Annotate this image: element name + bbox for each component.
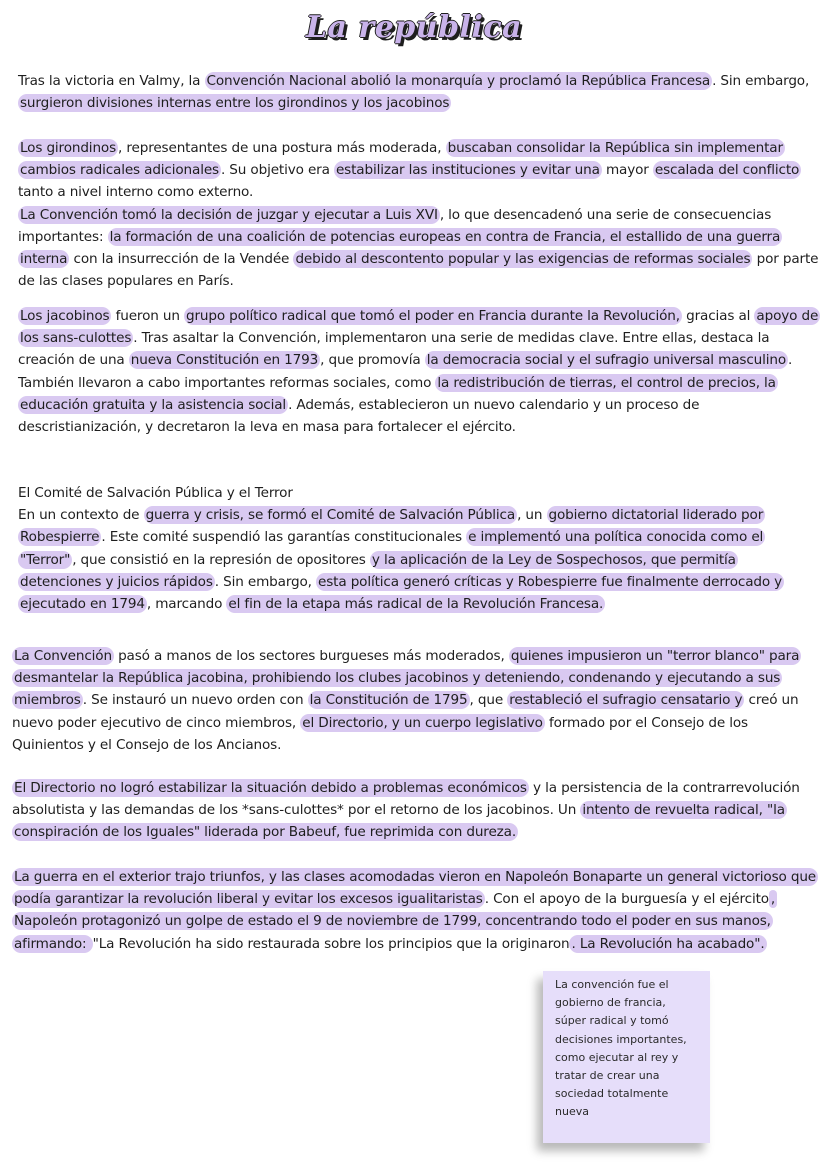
highlighted-text: el Directorio, y un cuerpo legislativo <box>302 714 543 731</box>
text-run: formado por el Consejo de los Quinientos y el Consejo de los Ancianos. <box>12 714 748 753</box>
highlighted-text: escalada del conflicto <box>654 162 800 179</box>
text-run: . Sin embargo, <box>712 73 810 89</box>
text-run: gracias al <box>681 308 755 324</box>
text-run: . Este comité suspendió las garantías constitucionales <box>101 529 467 546</box>
highlighted-text: grupo político radical que tomó el poder en Francia durante la Revolución, <box>185 308 680 324</box>
section-comite <box>18 482 820 615</box>
paragraph-napoleon <box>12 866 822 955</box>
page-title: La república <box>305 10 523 45</box>
text-run: . Se instauró un nuevo orden con <box>82 692 308 709</box>
text-run: por parte de las clases populares en París. <box>18 251 819 290</box>
text-run: creó un nuevo poder ejecutivo de cinco miembros, <box>12 692 799 731</box>
text-run: , que promovía <box>320 352 425 369</box>
highlighted-text: La Convención <box>14 648 112 664</box>
text-run: . Sin embargo, <box>214 573 317 590</box>
highlighted-text: apoyo de los sans-culottes <box>20 308 819 347</box>
text-run: . Con el apoyo de la burguesía y el ejército <box>484 891 769 908</box>
highlighted-text: e implementó una política conocida como el "Terror" <box>20 529 764 568</box>
text-run: "La Revolución ha sido restaurada sobre los principios que la originaron <box>92 935 570 952</box>
highlighted-text: la formación de una coalición de potencias europeas en contra de Francia, el estallido de una guerra interna <box>20 228 781 268</box>
highlighted-text: la redistribución de tierras, el control de precios, la educación gratuita y la asistencia social <box>20 374 776 413</box>
text-run: , representantes de una postura más moderada, <box>118 140 446 156</box>
highlighted-text: quienes impusieron un "terror blanco" para desmantelar la República jacobina, prohibiendo los clubes jacobinos y deteniendo, condenando y ejecutando a sus miembros <box>14 648 800 709</box>
sticky-note: La convención fue el gobierno de francia, súper radical y tomó decisiones importantes, como ejecutar al rey y tratar de crear una sociedad totalmente nueva <box>543 971 710 1143</box>
highlighted-text: , Napoleón protagonizó un golpe de estado el 9 de noviembre de 1799, concentrando todo el poder en sus manos, afirmando: <box>14 891 776 952</box>
highlighted-text: debido al descontento popular y las exigencias de reformas sociales <box>295 251 751 268</box>
text-run: . Además, establecieron un nuevo calendario y un proceso de descristianización, y decretaron la leva en masa para fortalecer el ejército. <box>18 396 700 436</box>
paragraph-jacobinos <box>18 305 820 438</box>
text-run: , lo que desencadenó una serie de consecuencias importantes: <box>18 206 772 245</box>
highlighted-text: nueva Constitución en 1793 <box>130 352 319 369</box>
text-run: pasó a manos de los sectores burgueses más moderados, <box>113 648 509 664</box>
highlighted-text: la Constitución de 1795 <box>309 692 468 709</box>
highlighted-text: gobierno dictatorial liderado por Robespierre <box>20 507 764 546</box>
highlighted-text: La Convención tomó la decisión de juzgar y ejecutar a Luis XVI <box>20 206 438 223</box>
text-run: tanto a nivel interno como externo. <box>18 184 254 201</box>
highlighted-text: la democracia social y el sufragio universal masculino <box>426 352 786 369</box>
text-run: Tras la victoria en Valmy, la <box>18 73 205 89</box>
text-run: . Su objetivo era <box>220 162 334 179</box>
highlighted-text: el fin de la etapa más radical de la Revolución Francesa. <box>228 596 604 613</box>
highlighted-text: buscaban consolidar la República sin implementar cambios radicales adicionales <box>20 140 783 179</box>
text-run: mayor <box>601 162 653 179</box>
text-run: , marcando <box>146 596 227 613</box>
paragraph-convencion <box>12 645 822 756</box>
highlighted-text: intento de revuelta radical, "la conspiración de los Iguales" liderada por Babeuf, fue reprimida con dureza. <box>14 802 785 841</box>
text-run: . También llevaron a cabo importantes reformas sociales, como <box>18 352 793 391</box>
text-run: En un contexto de <box>18 507 144 524</box>
highlighted-text: guerra y crisis, se formó el Comité de Salvación Pública <box>145 507 516 524</box>
highlighted-text: Los girondinos <box>20 140 117 156</box>
text-run: con la insurrección de la Vendée <box>69 251 294 268</box>
highlighted-text: restableció el sufragio censatario y <box>509 692 743 709</box>
text-run: , un <box>517 507 547 524</box>
text-run: , que <box>469 692 508 709</box>
highlighted-text: surgieron divisiones internas entre los girondinos y los jacobinos <box>20 95 450 112</box>
highlighted-text: Los jacobinos <box>20 308 110 324</box>
highlighted-text: . La Revolución ha acabado". <box>571 935 765 952</box>
section-heading: El Comité de Salvación Pública y el Terror <box>18 485 293 501</box>
text-run: , que consistió en la represión de opositores <box>72 551 370 568</box>
text-run: . Tras asaltar la Convención, implementaron una serie de medidas clave. Entre ellas, destaca la creación de una <box>18 330 770 369</box>
highlighted-text: y la aplicación de la Ley de Sospechosos, que permitía detenciones y juicios rápidos <box>20 551 736 590</box>
text-run: fueron un <box>111 308 184 324</box>
highlighted-text: esta política generó críticas y Robespierre fue finalmente derrocado y ejecutado en 1794 <box>20 573 783 613</box>
highlighted-text: Convención Nacional abolió la monarquía y proclamó la República Francesa <box>206 73 711 89</box>
highlighted-text: estabilizar las instituciones y evitar una <box>335 162 600 179</box>
paragraph-directorio <box>12 777 822 844</box>
paragraph-intro <box>18 70 820 114</box>
highlighted-text: La guerra en el exterior trajo triunfos, y las clases acomodadas vieron en Napoleón Bonaparte un general victorioso que podía garantizar la revolución liberal y evitar los excesos igualitaristas <box>14 869 817 908</box>
paragraph-girondinos <box>18 137 820 292</box>
highlighted-text: El Directorio no logró estabilizar la situación debido a problemas económicos <box>14 780 527 796</box>
text-run: y la persistencia de la contrarrevolución absolutista y las demandas de los *sans-culottes* por el retorno de los jacobinos. Un <box>12 780 800 819</box>
